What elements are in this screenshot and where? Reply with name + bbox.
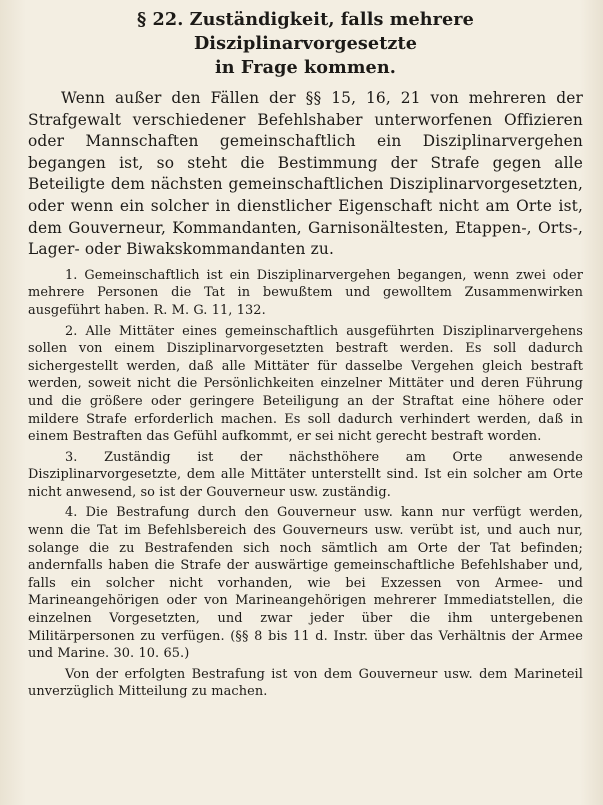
note-4 bbox=[28, 504, 583, 662]
note-1 bbox=[28, 267, 583, 320]
note-number: 2. bbox=[65, 323, 78, 339]
note-2 bbox=[28, 323, 583, 446]
note-text: Alle Mittäter eines gemeinschaftlich ausgeführten Disziplinarvergehens sollen von einem Disziplinarvorgesetzten bestraft werden. Es soll dadurch sichergestellt werden, daß alle Mittäter für dasselbe Vergehen gleich bestraft werden, soweit nicht die Persönlichkeiten einzelner Mittäter und deren Führung und die größere oder geringere Beteiligung an der Straftat eine höhere oder mildere Strafe erforderlich machen. Es soll dadurch verhindert werden, daß in einem Bestraften das Gefühl aufkommt, er sei nicht gerecht bestraft worden. bbox=[28, 323, 583, 445]
note-text: Zuständig ist der nächsthöhere am Orte anwesende Disziplinarvorgesetzte, dem alle Mittäter unterstellt sind. Ist ein solcher am Orte nicht anwesend, so ist der Gouverneur usw. zuständig. bbox=[28, 449, 583, 500]
note-number: 3. bbox=[65, 449, 78, 465]
note-text: Die Bestrafung durch den Gouverneur usw. kann nur verfügt werden, wenn die Tat im Befehlsbereich des Gouverneurs usw. verübt ist, und auch nur, solange die zu Bestrafenden sich noch sämtlich am Orte der Tat befinden; andernfalls haben die Strafe der auswärtige gemeinschaftliche Befehlshaber und, falls ein solcher nicht vorhanden, wie bei Exzessen von Armee- und Marineangehörigen oder von Marineangehörigen mehrerer Immediatstellen, die einzelnen Vorgesetzten, und zwar jeder über die ihm untergebenen Militärpersonen zu verfügen. (§§ 8 bis 11 d. Instr. über das Verhältnis der Armee und Marine. 30. 10. 65.) bbox=[28, 505, 584, 662]
note-number: 4. bbox=[65, 505, 78, 521]
section-heading-line-1: § 22. Zuständigkeit, falls mehrere Disziplinarvorgesetzte bbox=[137, 9, 474, 54]
section-heading bbox=[28, 8, 583, 80]
section-heading-line-2: in Frage kommen. bbox=[215, 57, 396, 78]
main-paragraph: Wenn außer den Fällen der §§ 15, 16, 21 von mehreren der Strafgewalt verschiedener Befehlshaber unterworfenen Offizieren oder Mannschaften gemeinschaftlich ein Disziplinarvergehen begangen ist, so steht die Bestimmung der Strafe gegen alle Beteiligte dem nächsten gemeinschaftlichen Disziplinarvorgesetzten, oder wenn ein solcher in dienstlicher Eigenschaft nicht am Orte ist, dem Gouverneur, Kommandanten, Garnisonältesten, Etappen-, Orts-, Lager- oder Biwakskommandanten zu. bbox=[28, 89, 583, 259]
note-text: Gemeinschaftlich ist ein Disziplinarvergehen begangen, wenn zwei oder mehrere Personen die Tat in bewußtem und gewolltem Zusammenwirken ausgeführt haben. R. M. G. 11, 132. bbox=[28, 267, 583, 318]
note-4-continuation bbox=[28, 666, 583, 701]
note-number: 1. bbox=[65, 267, 78, 283]
note-3 bbox=[28, 449, 583, 502]
note-text: Von der erfolgten Bestrafung ist von dem Gouverneur usw. dem Marineteil unverzüglich Mitteilung zu machen. bbox=[28, 666, 583, 700]
